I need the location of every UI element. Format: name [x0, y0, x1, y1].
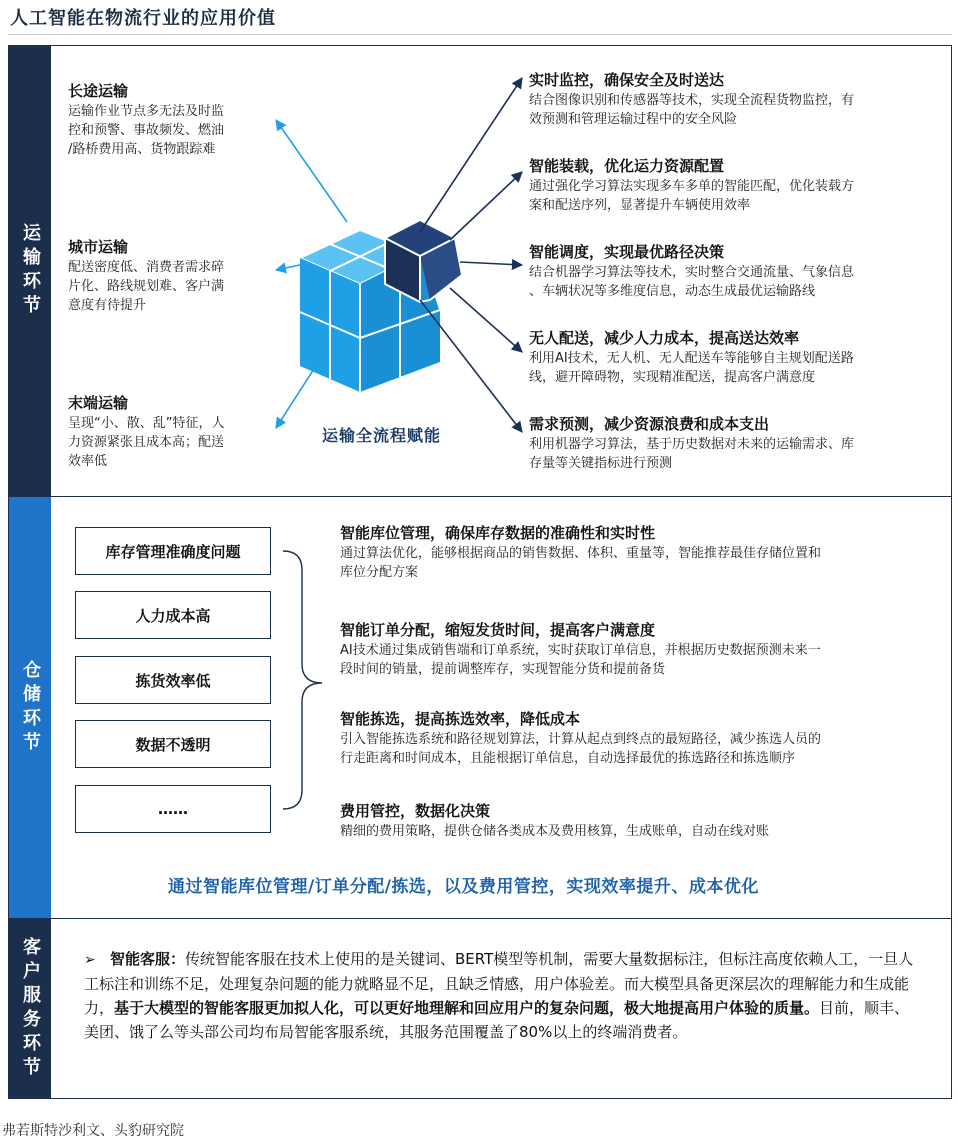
right-item-desc-line: 存量等关键指标进行预测 — [529, 456, 673, 471]
right-item-title: 实时监控，确保安全及时送达 — [529, 71, 725, 89]
warehouse-summary: 通过智能库位管理/订单分配/拣选，以及费用管控，实现效率提升、成本优化 — [168, 877, 759, 897]
left-item-desc-line: 控和预警、事故频发、燃油 — [68, 123, 225, 138]
arrow-to-unmanned — [450, 288, 522, 352]
bullet-arrow-icon: ➢ — [84, 952, 96, 968]
solution-desc-line: 行走距离和时间成本，且能根据订单信息，自动选择最优的拣选路径和拣选顺序 — [340, 751, 796, 766]
right-item-title: 需求预测，减少资源浪费和成本支出 — [529, 415, 770, 433]
right-item-desc-line: 、车辆状况等多维度信息，动态生成最优运输路线 — [529, 284, 816, 299]
customer-service-label: 智能客服： — [110, 950, 186, 968]
right-item-title: 智能调度，实现最优路径决策 — [529, 243, 725, 261]
solution-desc-line: 库位分配方案 — [340, 565, 419, 580]
right-item-desc-line: 案和配送序列，显著提升车辆使用效率 — [529, 198, 751, 213]
solution-desc-line: AI技术通过集成销售端和订单系统，实时获取订单信息，并根据历史数据预测未来一 — [340, 643, 821, 658]
transport-side-text: 运输环节 — [20, 223, 41, 319]
left-item-desc-line: 运输作业节点多无法及时监 — [68, 104, 225, 119]
cube-caption: 运输全流程赋能 — [322, 426, 442, 445]
page-title: 人工智能在物流行业的应用价值 — [10, 8, 276, 29]
arrow-to-long-haul — [276, 120, 347, 222]
arrow-to-dispatch — [460, 262, 522, 265]
left-item-desc-line: 效率低 — [68, 454, 108, 469]
left-item-desc-line: 呈现“小、散、乱”特征，人 — [68, 416, 225, 431]
arrow-to-monitoring — [420, 78, 522, 232]
solution-title: 智能订单分配，缩短发货时间，提高客户满意度 — [340, 621, 656, 639]
problem-bracket — [283, 551, 322, 809]
arrow-to-loading — [450, 172, 522, 240]
left-item-title: 城市运输 — [68, 238, 129, 256]
problem-box: 库存管理准确度问题 — [75, 527, 271, 575]
source-note: 弗若斯特沙利文、头豹研究院 — [2, 1123, 184, 1139]
solution-title: 智能拣选，提高拣选效率，降低成本 — [340, 710, 581, 728]
left-item-desc-line: 力资源紧张且成本高；配送 — [68, 435, 225, 450]
customer-service-side-text: 客户服务环节 — [20, 936, 41, 1081]
arrow-to-forecast — [420, 300, 522, 432]
left-item-desc-line: /路桥费用高、货物跟踪难 — [68, 142, 216, 157]
customer-service-text-end: 目前，顺丰、美团、饿了么等头部公司均布局智能客服系统，其服务范围覆盖了80%以上的终端消费者。 — [84, 999, 910, 1041]
left-item-desc-line: 意度有待提升 — [68, 298, 147, 313]
solution-desc-line: 精细的费用策略，提供仓储各类成本及费用核算，生成账单，自动在线对账 — [340, 824, 770, 839]
solution-title: 费用管控，数据化决策 — [340, 802, 491, 820]
solution-desc-line: 引入智能拣选系统和路径规划算法，计算从起点到终点的最短路径，减少拣选人员的 — [340, 732, 822, 747]
right-item-desc-line: 结合图像识别和传感器等技术，实现全流程货物监控，有 — [529, 93, 855, 108]
left-item-title: 末端运输 — [68, 394, 129, 412]
right-item-desc-line: 结合机器学习算法等技术，实时整合交通流量、气象信息 — [529, 265, 855, 280]
warehouse-side-text: 仓储环节 — [20, 659, 41, 756]
right-item-desc-line: 利用机器学习算法，基于历史数据对未来的运输需求、库 — [529, 437, 855, 452]
right-item-title: 智能装载，优化运力资源配置 — [529, 157, 725, 175]
right-item-title: 无人配送，减少人力成本，提高送达效率 — [529, 329, 800, 347]
cube-illustration — [300, 220, 462, 392]
right-item-desc-line: 通过强化学习算法实现多车多单的智能匹配，优化装载方 — [529, 179, 855, 194]
solution-desc-line: 段时间的销量，提前调整库存，实现智能分货和提前备货 — [340, 662, 666, 677]
right-item-desc-line: 利用AI技术，无人机、无人配送车等能够自主规划配送路 — [529, 351, 854, 366]
customer-service-highlight: 基于大模型的智能客服更加拟人化，可以更好地理解和回应用户的复杂问题，极大地提高用户体验的质量。 — [114, 999, 820, 1017]
left-item-desc-line: 配送密度低、消费者需求碎 — [68, 260, 225, 275]
left-item-desc-line: 片化、路线规划难、客户满 — [68, 279, 225, 294]
solution-title: 智能库位管理，确保库存数据的准确性和实时性 — [340, 524, 656, 542]
right-item-desc-line: 效预测和管理运输过程中的安全风险 — [529, 112, 738, 127]
solution-desc-line: 通过算法优化，能够根据商品的销售数据、体积、重量等，智能推荐最佳存储位置和 — [340, 546, 822, 561]
problem-box: 拣货效率低 — [75, 656, 271, 704]
customer-service-text: 传统智能客服在技术上使用的是关键词、BERT模型等机制，需要大量数据标注，但标注高度依赖人工，一旦人工标注和训练不足，处理复杂问题的能力就略显不足，且缺乏情感，用户体验差。而大模型具备更深层次的理解能力和生成能力， — [84, 950, 914, 1017]
problem-box: 数据不透明 — [75, 720, 271, 768]
right-item-desc-line: 线，避开障碍物，实现精准配送，提高客户满意度 — [529, 370, 816, 385]
problem-box: …… — [75, 785, 271, 833]
left-item-title: 长途运输 — [68, 82, 129, 100]
problem-box: 人力成本高 — [75, 591, 271, 639]
